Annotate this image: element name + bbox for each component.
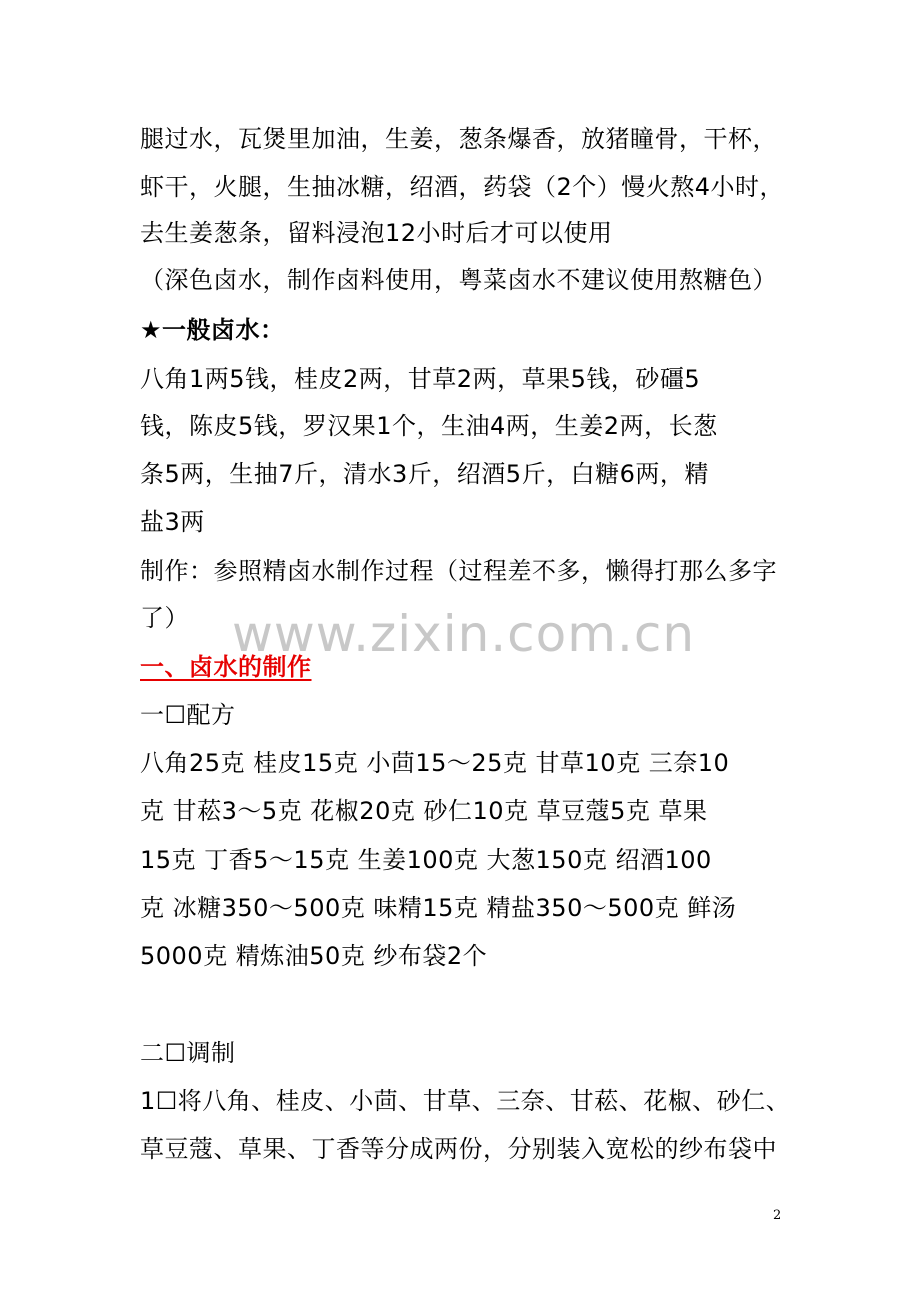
step-line-1: 1☐将八角、桂皮、小茴、甘草、三奈、甘菘、花椒、砂仁、 (140, 1087, 791, 1115)
text-line-1: 腿过水，瓦煲里加油，生姜，葱条爆香，放猪瞳骨，干杯， (140, 125, 777, 153)
text-line-7: 钱，陈皮5钱，罗汉果1个，生油4两，生姜2两，长葱 (140, 412, 718, 440)
text-line-4: （深色卤水，制作卤料使用，粤菜卤水不建议使用熬糖色） (140, 266, 777, 294)
text-line-10: 制作：参照精卤水制作过程（过程差不多，懒得打那么多字 (140, 557, 777, 585)
subheading-formula: 一☐配方 (140, 701, 236, 729)
text-line-2: 虾干，火腿，生抽冰糖，绍酒，药袋（2个）慢火熬4小时， (140, 173, 785, 201)
page-number: 2 (773, 1208, 782, 1223)
subheading-preparation: 二☐调制 (140, 1039, 236, 1067)
step-line-2: 草豆蔻、草果、丁香等分成两份，分别装入宽松的纱布袋中 (140, 1135, 777, 1163)
ingredients-line-3: 15克 丁香5～15克 生姜100克 大葱150克 绍酒100 (140, 846, 712, 874)
text-line-11: 了） (140, 604, 189, 632)
watermark: www.zixin.com.cn (232, 605, 696, 663)
ingredients-line-1: 八角25克 桂皮15克 小茴15～25克 甘草10克 三奈10 (140, 749, 730, 777)
ingredients-line-5: 5000克 精炼油50克 纱布袋2个 (140, 942, 488, 970)
ingredients-line-2: 克 甘菘3～5克 花椒20克 砂仁10克 草豆蔻5克 草果 (140, 797, 708, 825)
text-line-3: 去生姜葱条，留料浸泡12小时后才可以使用 (140, 219, 613, 247)
section-heading-general-brine: ★一般卤水： (140, 316, 285, 344)
text-line-6: 八角1两5钱，桂皮2两，甘草2两，草果5钱，砂礓5 (140, 365, 701, 393)
ingredients-line-4: 克 冰糖350～500克 味精15克 精盐350～500克 鲜汤 (140, 894, 737, 922)
text-line-8: 条5两，生抽7斤，清水3斤，绍酒5斤，白糖6两，精 (140, 460, 709, 488)
text-line-9: 盐3两 (140, 508, 205, 536)
section-heading-brine-making: 一、卤水的制作 (140, 653, 312, 681)
